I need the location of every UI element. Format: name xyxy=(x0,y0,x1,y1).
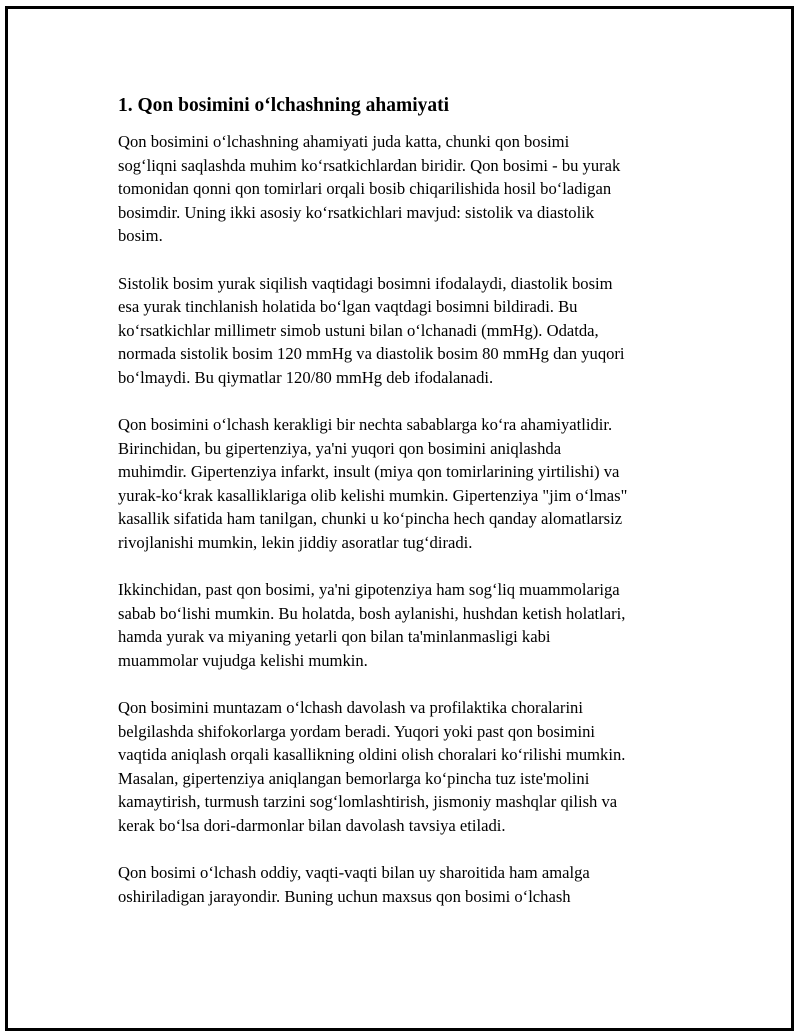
text-line: sabab bo‘lishi mumkin. Bu holatda, bosh aylanishi, hushdan ketish holatlari, xyxy=(118,603,626,623)
paragraph xyxy=(118,861,688,908)
text-line: Birinchidan, bu gipertenziya, ya'ni yuqori qon bosimini aniqlashda xyxy=(118,438,562,458)
text-line: Qon bosimini o‘lchashning ahamiyati juda katta, chunki qon bosimi xyxy=(118,132,570,151)
text-line: kerak bo‘lsa dori-darmonlar bilan davolash tavsiya etiladi. xyxy=(118,815,506,835)
text-line: ko‘rsatkichlar millimetr simob ustuni bilan o‘lchanadi (mmHg). Odatda, xyxy=(118,320,599,340)
text-line: muammolar vujudga kelishi mumkin. xyxy=(118,650,368,670)
text-line: bo‘lmaydi. Bu qiymatlar 120/80 mmHg deb ifodalanadi. xyxy=(118,367,494,387)
paragraph xyxy=(118,578,688,672)
text-line: Qon bosimini muntazam o‘lchash davolash va profilaktika choralarini xyxy=(118,698,583,717)
section-heading: 1. Qon bosimini o‘lchashning ahamiyati xyxy=(118,95,450,116)
text-line: muhimdir. Gipertenziya infarkt, insult (miya qon tomirlarining yirtilishi) va xyxy=(118,462,620,481)
paragraph xyxy=(118,130,688,248)
text-line: normada sistolik bosim 120 mmHg va diastolik bosim 80 mmHg dan yuqori xyxy=(118,344,625,363)
text-line: rivojlanishi mumkin, lekin jiddiy asoratlar tug‘diradi. xyxy=(118,532,473,552)
text-line: sog‘liqni saqlashda muhim ko‘rsatkichlardan biridir. Qon bosimi - bu yurak xyxy=(118,155,621,175)
text-line: Ikkinchidan, past qon bosimi, ya'ni gipotenziya ham sog‘liq muammolariga xyxy=(118,580,620,599)
text-line: belgilashda shifokorlarga yordam beradi. Yuqori yoki past qon bosimini xyxy=(118,721,595,741)
paragraph xyxy=(118,696,688,837)
text-line: hamda yurak va miyaning yetarli qon bilan ta'minlanmasligi kabi xyxy=(118,627,551,646)
document-body xyxy=(118,92,688,932)
text-line: bosimdir. Uning ikki asosiy ko‘rsatkichlari mavjud: sistolik va diastolik xyxy=(118,202,595,222)
paragraph xyxy=(118,272,688,390)
text-line: vaqtida aniqlash orqali kasallikning oldini olish choralari ko‘rilishi mumkin. xyxy=(118,745,626,764)
paragraph-list xyxy=(118,130,688,908)
text-line: yurak-ko‘krak kasalliklariga olib kelishi mumkin. Gipertenziya "jim o‘lmas" xyxy=(118,485,628,505)
text-line: Sistolik bosim yurak siqilish vaqtidagi bosimni ifodalaydi, diastolik bosim xyxy=(118,273,613,293)
text-line: bosim. xyxy=(118,226,163,245)
text-line: tomonidan qonni qon tomirlari orqali bosib chiqarilishida hosil bo‘ladigan xyxy=(118,179,612,198)
text-line: Qon bosimini o‘lchash kerakligi bir nechta sabablarga ko‘ra ahamiyatlidir. xyxy=(118,415,613,434)
text-line: kamaytirish, turmush tarzini sog‘lomlashtirish, jismoniy mashqlar qilish va xyxy=(118,792,618,811)
text-line: kasallik sifatida ham tanilgan, chunki u ko‘pincha hech qanday alomatlarsiz xyxy=(118,509,623,528)
text-line: Qon bosimi o‘lchash oddiy, vaqti-vaqti bilan uy sharoitida ham amalga xyxy=(118,863,590,882)
text-line: oshiriladigan jarayondir. Buning uchun maxsus qon bosimi o‘lchash xyxy=(118,886,571,906)
paragraph xyxy=(118,413,688,554)
text-line: esa yurak tinchlanish holatida bo‘lgan vaqtdagi bosimni bildiradi. Bu xyxy=(118,297,578,316)
text-line: Masalan, gipertenziya aniqlangan bemorlarga ko‘pincha tuz iste'molini xyxy=(118,768,590,788)
